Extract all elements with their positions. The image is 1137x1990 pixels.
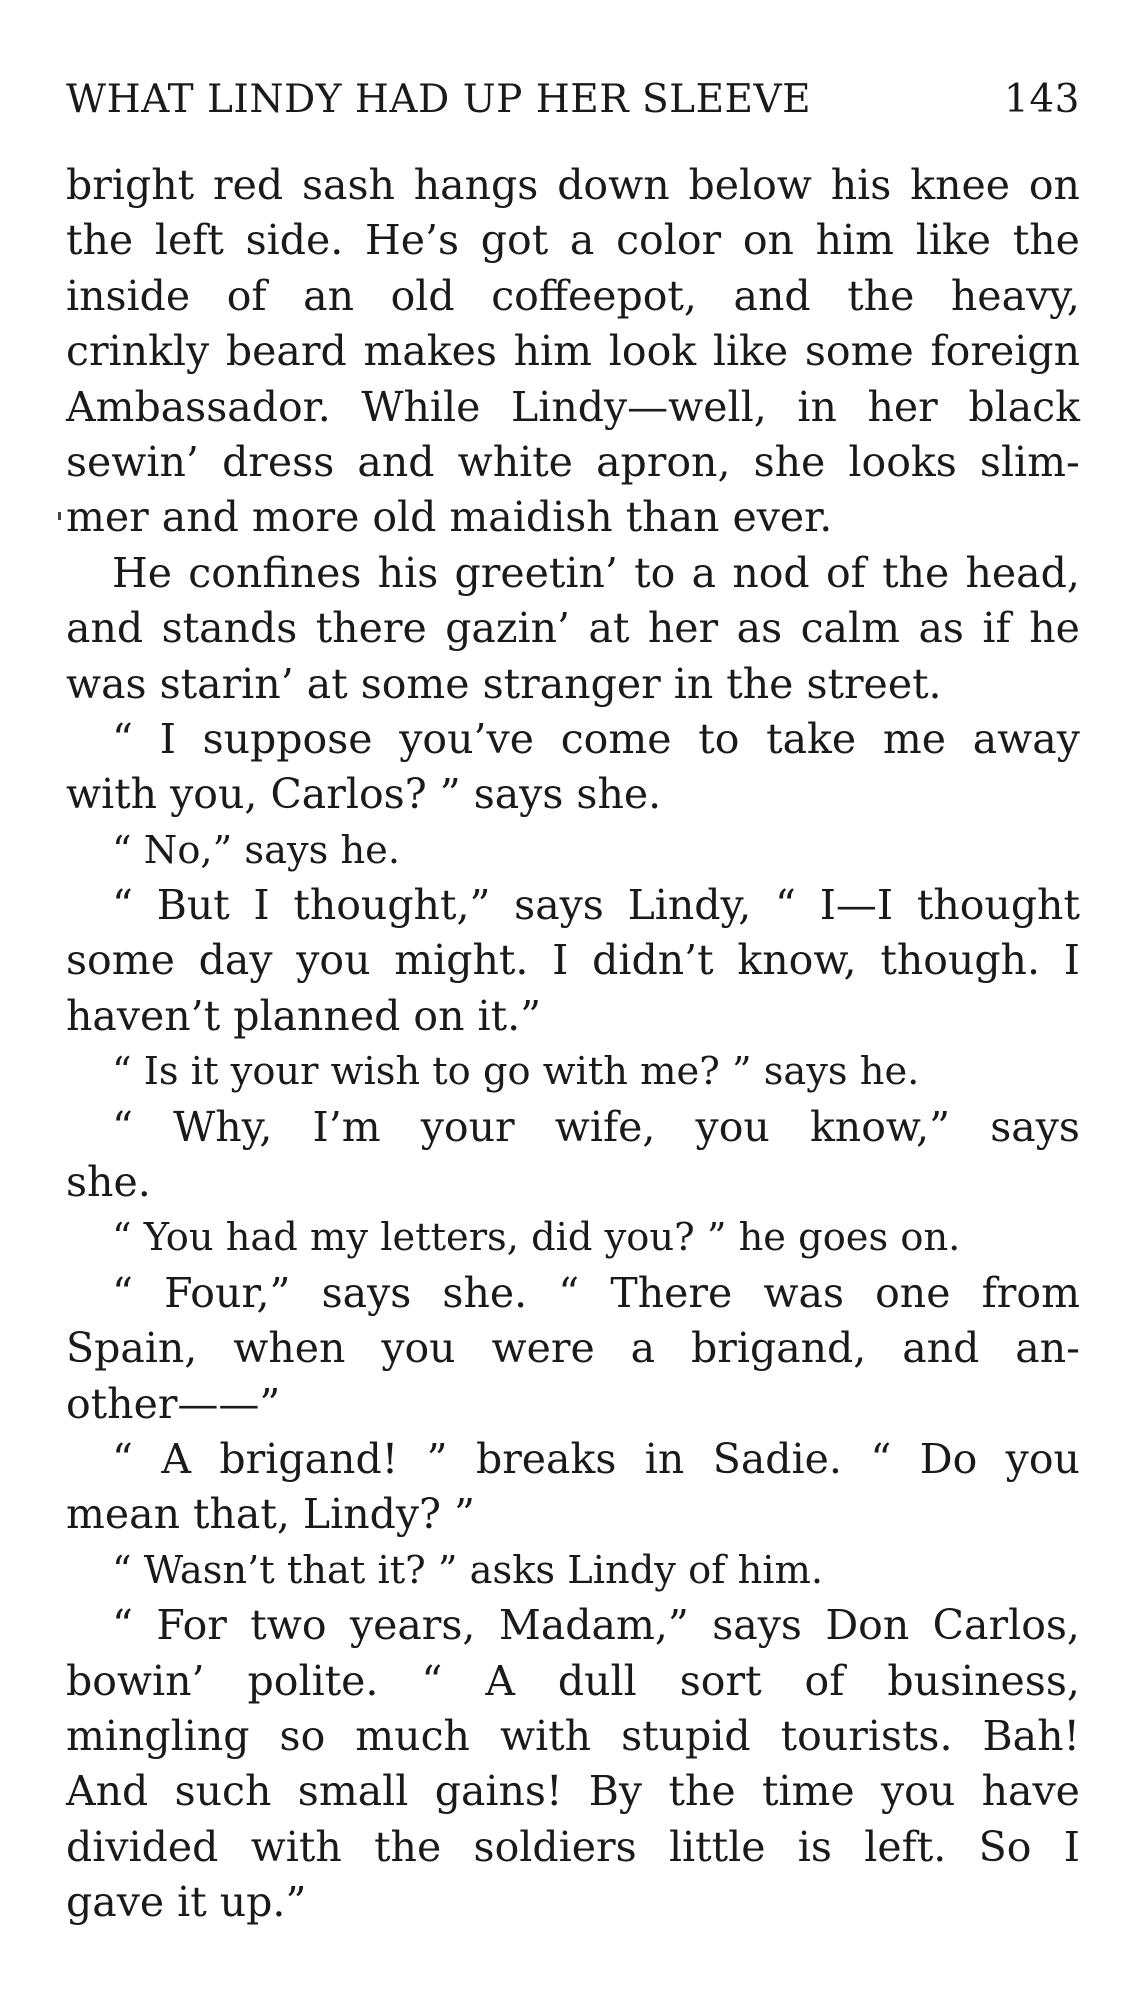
word: crinkly xyxy=(66,327,210,376)
word: the xyxy=(668,1767,736,1816)
word: the xyxy=(1012,216,1080,265)
text-line xyxy=(66,1820,1080,1875)
word: there xyxy=(315,604,427,653)
word: some xyxy=(804,327,914,376)
word: the xyxy=(882,548,950,597)
word: of xyxy=(226,271,267,320)
text-line xyxy=(66,1654,1080,1709)
word: of xyxy=(804,1656,845,1705)
word: down xyxy=(557,161,670,209)
word: I xyxy=(253,881,270,930)
text-line: gave it up.” xyxy=(66,1878,307,1927)
word: away xyxy=(972,714,1080,763)
word: old xyxy=(390,271,455,320)
text-line: was starin’ at some stranger in the street. xyxy=(66,659,942,708)
text-line xyxy=(66,546,1080,601)
word: was xyxy=(763,1268,844,1317)
word: I—I xyxy=(819,881,894,930)
word: There xyxy=(610,1268,733,1317)
word: confines xyxy=(188,548,362,597)
word: so xyxy=(279,1711,326,1760)
word: an- xyxy=(1015,1324,1080,1373)
word: some xyxy=(66,936,175,985)
word: While xyxy=(361,382,481,431)
word: white xyxy=(457,437,573,486)
word: stands xyxy=(161,604,298,653)
word: I xyxy=(159,714,176,763)
word: look xyxy=(608,327,697,376)
word: in xyxy=(644,1434,685,1483)
text-line xyxy=(66,878,1080,933)
word: Spain, xyxy=(66,1324,198,1373)
word: a xyxy=(569,216,595,265)
text-line xyxy=(66,213,1080,268)
word: sash xyxy=(301,161,395,209)
word: greetin’ xyxy=(454,548,618,597)
word: in xyxy=(797,382,837,431)
word: you xyxy=(296,936,371,985)
word: coffeepot, xyxy=(491,271,697,320)
word: He xyxy=(112,548,173,597)
word: and xyxy=(733,271,811,320)
text-line xyxy=(66,1432,1080,1487)
word: and xyxy=(902,1324,980,1373)
word: at xyxy=(588,604,630,653)
word: and xyxy=(66,604,144,653)
text-line xyxy=(66,1598,1080,1653)
word: day xyxy=(198,936,273,985)
word: knee xyxy=(910,161,1010,209)
body-text xyxy=(66,158,1080,1931)
word: Why, xyxy=(173,1102,273,1151)
word: with xyxy=(499,1711,592,1760)
word: were xyxy=(491,1324,595,1373)
word: the xyxy=(847,271,915,320)
word: his xyxy=(377,548,439,597)
word: mingling xyxy=(66,1711,250,1760)
word: when xyxy=(233,1324,346,1373)
word: ” xyxy=(426,1434,448,1483)
word: I xyxy=(552,936,569,985)
word: on xyxy=(742,216,794,265)
word: says xyxy=(990,1102,1080,1151)
word: time xyxy=(761,1767,855,1816)
word: makes xyxy=(363,327,497,376)
text-line: she. xyxy=(66,1158,151,1207)
word: you xyxy=(881,1767,956,1816)
word: thought,” xyxy=(293,881,491,930)
word: of xyxy=(825,548,866,597)
print-speck xyxy=(58,512,61,520)
word: Madam,” xyxy=(498,1601,689,1650)
word: bright xyxy=(66,161,195,209)
word: gazin’ xyxy=(445,604,571,653)
word: stupid xyxy=(621,1711,751,1760)
text-line xyxy=(66,324,1080,379)
word: brigand, xyxy=(690,1324,867,1373)
text-line xyxy=(66,1321,1080,1376)
word: Bah! xyxy=(982,1711,1080,1760)
word: from xyxy=(981,1268,1080,1317)
word: says xyxy=(321,1268,412,1317)
word: she xyxy=(753,437,826,486)
word: Ambassador. xyxy=(66,382,331,431)
word: me xyxy=(882,714,947,763)
word: “ xyxy=(112,1268,133,1317)
word: red xyxy=(212,161,284,209)
word: hangs xyxy=(413,161,539,209)
word: on xyxy=(1028,161,1080,209)
word: him xyxy=(513,327,593,376)
word: Four,” xyxy=(164,1268,291,1317)
text-line: mer and more old maidish than ever. xyxy=(66,493,833,542)
word: Don xyxy=(825,1601,910,1650)
word: your xyxy=(420,1102,515,1151)
word: “ xyxy=(775,881,796,930)
word: take xyxy=(766,714,857,763)
word: suppose xyxy=(202,714,373,763)
word: as xyxy=(918,604,964,653)
word: have xyxy=(981,1767,1080,1816)
word: calm xyxy=(800,604,900,653)
text-line: “ Is it your wish to go with me? ” says he. xyxy=(112,1049,920,1095)
word: color xyxy=(616,216,722,265)
text-line xyxy=(66,712,1080,767)
text-line: “ You had my letters, did you? ” he goes on. xyxy=(112,1215,961,1261)
word: I xyxy=(1063,936,1080,985)
word: left. xyxy=(864,1822,947,1871)
word: her xyxy=(867,382,938,431)
word: his xyxy=(830,161,892,209)
word: he xyxy=(1029,604,1080,653)
word: inside xyxy=(66,271,191,320)
word: tourists. xyxy=(780,1711,953,1760)
word: black xyxy=(968,382,1080,431)
text-line xyxy=(66,933,1080,988)
text-line xyxy=(66,1266,1080,1321)
word: might. xyxy=(394,936,529,985)
word: breaks xyxy=(475,1434,617,1483)
text-line: mean that, Lindy? ” xyxy=(66,1490,476,1539)
word: come xyxy=(560,714,672,763)
word: like xyxy=(915,216,992,265)
word: “ xyxy=(558,1268,580,1317)
word: looks xyxy=(848,437,957,486)
word: you’ve xyxy=(399,714,534,763)
word: “ xyxy=(112,1102,133,1151)
word: foreign xyxy=(930,327,1080,376)
word: dull xyxy=(557,1656,637,1705)
word: much xyxy=(355,1711,470,1760)
word: the xyxy=(66,216,134,265)
text-line: with you, Carlos? ” says she. xyxy=(66,770,662,819)
word: says xyxy=(514,881,604,930)
word: the xyxy=(374,1822,442,1871)
word: “ xyxy=(112,1434,133,1483)
text-line: haven’t planned on it.” xyxy=(66,991,542,1040)
text-line xyxy=(66,435,1080,490)
word: “ xyxy=(112,714,133,763)
word: heavy, xyxy=(950,271,1080,320)
word: But xyxy=(156,881,230,930)
text-line xyxy=(66,1100,1080,1155)
word: says xyxy=(712,1601,802,1650)
word: “ xyxy=(112,881,133,930)
word: an xyxy=(303,271,355,320)
word: small xyxy=(297,1767,409,1816)
word: years, xyxy=(349,1601,476,1650)
word: By xyxy=(588,1767,643,1816)
word: So xyxy=(978,1822,1032,1871)
word: as xyxy=(736,604,783,653)
text-line: other——” xyxy=(66,1379,281,1428)
word: know,” xyxy=(809,1102,951,1151)
word: her xyxy=(647,604,719,653)
word: with xyxy=(250,1822,342,1871)
word: apron, xyxy=(596,437,731,486)
text-line: “ No,” says he. xyxy=(112,827,401,873)
word: sewin’ xyxy=(66,437,199,486)
word: nod xyxy=(732,548,810,597)
word: divided xyxy=(66,1822,219,1871)
word: thought xyxy=(916,881,1080,930)
word: “ xyxy=(112,1601,133,1650)
running-title: WHAT LINDY HAD UP HER SLEEVE xyxy=(66,77,812,122)
word: Lindy—well, xyxy=(511,382,767,431)
word: to xyxy=(698,714,740,763)
text-line xyxy=(66,1709,1080,1764)
word: you xyxy=(1005,1434,1080,1483)
text-line xyxy=(66,158,1080,213)
word: you xyxy=(695,1102,770,1151)
word: got xyxy=(480,216,549,265)
word: head, xyxy=(965,548,1080,597)
word: I’m xyxy=(312,1102,381,1151)
word: if xyxy=(982,604,1011,653)
word: wife, xyxy=(554,1102,656,1151)
word: left xyxy=(154,216,224,265)
word: two xyxy=(250,1601,327,1650)
word: a xyxy=(691,548,717,597)
word: polite. xyxy=(247,1656,379,1705)
word: side. xyxy=(245,216,344,265)
word: bowin’ xyxy=(66,1656,205,1705)
word: little xyxy=(668,1822,766,1871)
word: slim- xyxy=(979,437,1080,486)
word: she. xyxy=(442,1268,528,1317)
word: know, xyxy=(737,936,857,985)
text-line: “ Wasn’t that it? ” asks Lindy of him. xyxy=(112,1547,824,1593)
word: and xyxy=(357,437,435,486)
word: below xyxy=(688,161,812,209)
word: A xyxy=(485,1656,515,1705)
page-number: 143 xyxy=(1004,77,1080,122)
text-line xyxy=(66,1764,1080,1819)
word: “ xyxy=(421,1656,443,1705)
word: For xyxy=(156,1601,227,1650)
word: beard xyxy=(225,327,347,376)
word: Sadie. xyxy=(712,1434,842,1483)
word: brigand! xyxy=(219,1434,399,1483)
word: Do xyxy=(919,1434,978,1483)
word: like xyxy=(712,327,789,376)
word: sort xyxy=(679,1656,762,1705)
word: “ xyxy=(870,1434,892,1483)
word: Carlos, xyxy=(932,1601,1080,1650)
word: gains! xyxy=(434,1767,563,1816)
running-header xyxy=(66,74,1080,126)
word: Lindy, xyxy=(627,881,752,930)
word: I xyxy=(1063,1822,1080,1871)
word: business, xyxy=(887,1656,1080,1705)
word: to xyxy=(634,548,676,597)
word: dress xyxy=(222,437,335,486)
word: though. xyxy=(880,936,1040,985)
word: He’s xyxy=(365,216,460,265)
text-line xyxy=(66,380,1080,435)
word: And xyxy=(66,1767,149,1816)
word: one xyxy=(875,1268,951,1317)
text-line xyxy=(66,269,1080,324)
word: is xyxy=(797,1822,832,1871)
word: A xyxy=(161,1434,191,1483)
word: didn’t xyxy=(592,936,714,985)
word: him xyxy=(815,216,895,265)
text-line xyxy=(66,601,1080,656)
word: soldiers xyxy=(473,1822,637,1871)
word: you xyxy=(381,1324,456,1373)
word: a xyxy=(630,1324,656,1373)
word: such xyxy=(174,1767,272,1816)
